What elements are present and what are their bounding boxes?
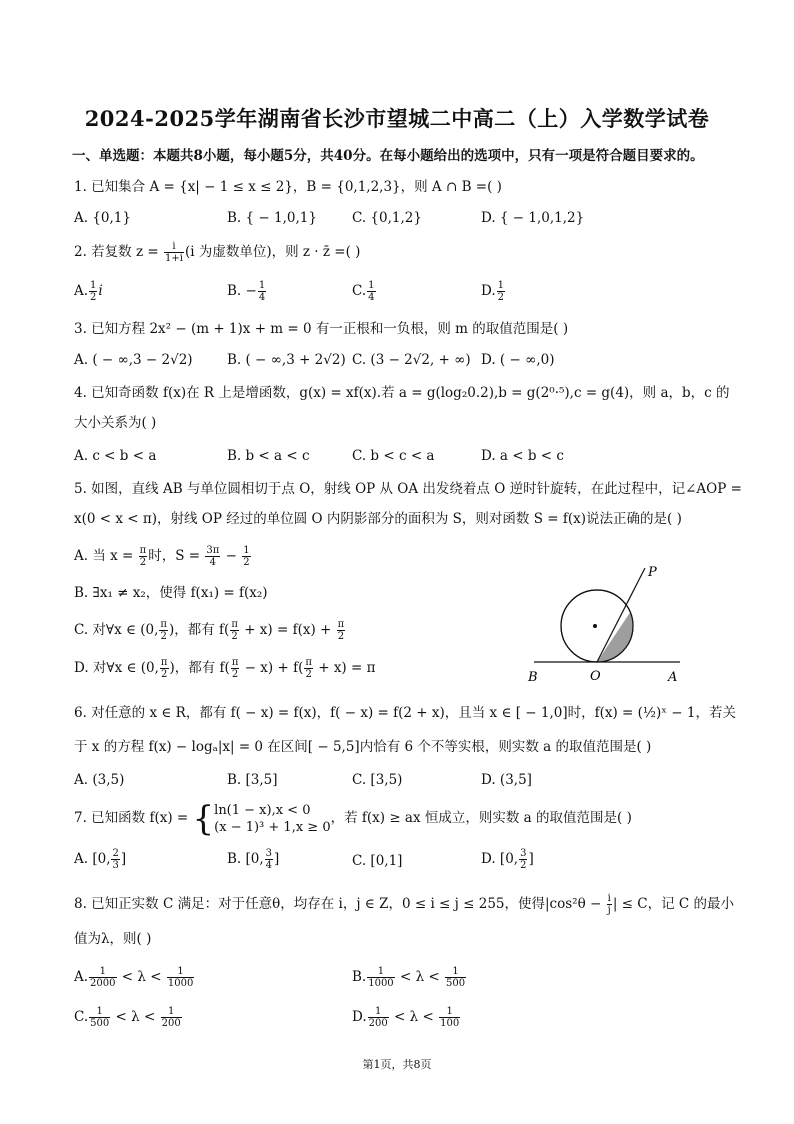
q7-a-frac [111, 848, 119, 871]
q5-d-frac1-num: π [160, 657, 168, 668]
q7-b-den: 4 [265, 860, 273, 871]
q5-a-frac1 [139, 545, 148, 568]
question-8-stem [74, 893, 734, 916]
q2-a-den: 2 [90, 292, 97, 303]
q6-option-b: B. [3,5] [227, 772, 278, 788]
q3-option-a: A. ( − ∞,3 − 2√2) [74, 352, 193, 368]
q8-a-frac2 [167, 966, 194, 989]
q5-a-frac3-num: 1 [243, 545, 250, 556]
q5-circle-diagram [520, 560, 700, 690]
q2-stem-pre: 2. 若复数 z = [74, 244, 163, 260]
q2-b-label: B. − [227, 283, 257, 299]
q2-fraction [164, 241, 184, 264]
q7-cases [214, 802, 330, 836]
q5-a-post: − [221, 548, 242, 564]
q5-option-b: B. ∃x₁ ≠ x₂，使得 f(x₁) = f(x₂) [74, 585, 268, 601]
q5-d-frac3 [304, 657, 313, 680]
q8-a-frac1 [89, 966, 116, 989]
q8-d-num2: 1 [439, 1006, 460, 1018]
q8-b-label: B. [352, 969, 367, 985]
q3-option-d: D. ( − ∞,0) [481, 352, 555, 368]
q2-a-suffix: i [98, 283, 103, 299]
q8-a-den2: 1000 [167, 978, 194, 989]
q8-b-num2: 1 [445, 966, 466, 978]
q2-d-frac [497, 280, 505, 303]
q2-c-num: 1 [368, 280, 375, 291]
q5-option-d [74, 657, 375, 680]
q5-d-frac3-num: π [305, 657, 312, 668]
q7-brace-icon: { [192, 798, 215, 839]
q8-c-den2: 200 [161, 1018, 181, 1029]
q8-c-frac2 [161, 1006, 182, 1029]
q5-d-mid2: − x) + f( [240, 660, 304, 676]
q5-a-frac3 [242, 545, 250, 568]
q5-c-frac2-num: π [231, 619, 238, 630]
q8-b-num1: 1 [367, 966, 394, 978]
q5-c-frac3-num: π [337, 619, 345, 630]
q8-d-frac1 [368, 1006, 389, 1029]
q8-d-mid: < λ < [389, 1009, 439, 1025]
q5-d-frac1-den: 2 [161, 669, 168, 680]
question-1-stem: 1. 已知集合 A = {x| − 1 ≤ x ≤ 2}，B = {0,1,2,3}，则 A ∩ B =( ) [74, 179, 502, 195]
q8-a-num1: 1 [89, 966, 116, 978]
q8-b-den1: 1000 [368, 978, 394, 989]
q7-b-frac [265, 848, 273, 871]
question-4-stem: 4. 已知奇函数 f(x)在 R 上是增函数，g(x) = xf(x).若 a = g(log₂0.2),b = g(2⁰·⁵),c = g(4)，则 a，b，c 的 [74, 385, 730, 401]
q2-d-label: D. [481, 283, 496, 299]
q8-c-num2: 1 [161, 1006, 182, 1018]
q8-c-frac1 [89, 1006, 110, 1029]
q6-option-a: A. (3,5) [74, 772, 125, 788]
q5-c-mid: )，都有 f( [169, 622, 230, 638]
label-b: B [528, 670, 538, 685]
q8-a-den1: 2000 [90, 978, 116, 989]
q7-option-c: C. [0,1] [352, 853, 403, 869]
q8-c-label: C. [74, 1009, 89, 1025]
q2-option-a [74, 280, 103, 303]
q2-a-frac [89, 280, 97, 303]
q8-a-label: A. [74, 969, 89, 985]
q8-option-a [74, 966, 195, 989]
q5-c-frac2-den: 2 [231, 631, 238, 642]
q8-a-mid: < λ < [117, 969, 166, 985]
q8-d-den2: 100 [440, 1018, 460, 1029]
q8-b-mid: < λ < [395, 969, 445, 985]
question-5-stem-cont: x(0 < x < π)，射线 OP 经过的单位圆 O 内阴影部分的面积为 S，则对函数 S = f(x)说法正确的是( ) [74, 511, 682, 527]
page-title: 2024-2025学年湖南省长沙市望城二中高二（上）入学数学试卷 [84, 106, 710, 131]
q8-b-frac2 [445, 966, 466, 989]
q2-frac-num: i [164, 241, 184, 253]
q4-option-b: B. b < a < c [227, 448, 310, 464]
q8-stem-pre: 8. 已知正实数 C 满足：对于任意θ，均存在 i，j ∈ Z，0 ≤ i ≤ j ≤ 255，使得|cos²θ − [74, 896, 606, 912]
q5-a-frac3-den: 2 [243, 557, 250, 568]
q4-option-c: C. b < c < a [352, 448, 435, 464]
q8-frac-den: j [607, 905, 611, 916]
question-2-stem [74, 241, 360, 264]
q2-d-den: 2 [497, 292, 505, 303]
q5-option-a [74, 545, 252, 568]
question-7-stem [74, 798, 632, 839]
q2-b-num: 1 [258, 280, 266, 291]
q7-option-b: B. [0, $\frac{3}{4}$ ] [227, 848, 280, 871]
q5-d-pre: D. 对∀x ∈ (0, [74, 660, 159, 676]
q7-d-frac [519, 848, 527, 871]
q5-d-mid3: + x) = π [313, 660, 376, 676]
q5-d-frac3-den: 2 [305, 669, 312, 680]
q4-option-a: A. c < b < a [74, 448, 157, 464]
q8-d-label: D. [352, 1009, 367, 1025]
q8-a-num2: 1 [167, 966, 194, 978]
q8-option-b [352, 966, 467, 989]
q8-stem-post: | ≤ C，记 C 的最小 [612, 896, 734, 912]
q5-d-frac2-num: π [231, 657, 239, 668]
label-a: A [668, 670, 678, 685]
q5-d-frac2-den: 2 [231, 669, 239, 680]
q5-c-frac3 [337, 619, 346, 642]
q8-option-c [74, 1006, 183, 1029]
q5-d-frac2 [231, 657, 240, 680]
q2-option-d [481, 280, 506, 303]
question-5-stem: 5. 如图，直线 AB 与单位圆相切于点 O，射线 OP 从 OA 出发绕着点 O 逆时针旋转，在此过程中，记∠AOP = [74, 481, 742, 497]
q5-a-frac2-den: 4 [209, 557, 217, 568]
question-6-stem-cont: 于 x 的方程 f(x) − logₐ|x| = 0 在区间[ − 5,5]内恰有 6 个不等实根，则实数 a 的取值范围是( ) [74, 739, 652, 755]
center-dot [593, 624, 597, 628]
q7-case-1: ln(1 − x),x < 0 [214, 802, 311, 818]
q8-d-num1: 1 [368, 1006, 389, 1018]
q7-d-pre: D. [0, [481, 851, 519, 867]
q7-stem-post: ，若 f(x) ≥ ax 恒成立，则实数 a 的取值范围是( ) [330, 810, 632, 826]
q5-c-pre: C. 对∀x ∈ (0, [74, 622, 159, 638]
q2-option-c [352, 280, 377, 303]
q3-option-c: C. (3 − 2√2, + ∞) [352, 352, 471, 368]
q5-c-frac3-den: 2 [337, 631, 345, 642]
q7-case-2: (x − 1)³ + 1,x ≥ 0 [214, 819, 331, 835]
q7-stem-pre: 7. 已知函数 f(x) = [74, 810, 193, 826]
q1-option-a: A. {0,1} [74, 210, 131, 226]
q7-b-num: 3 [265, 848, 273, 859]
label-p: P [648, 565, 657, 580]
q2-option-b [227, 280, 267, 303]
q1-option-b: B. { − 1,0,1} [227, 210, 317, 226]
q5-a-frac1-num: π [139, 545, 147, 556]
q2-b-den: 4 [258, 292, 266, 303]
q3-option-b: B. ( − ∞,3 + 2√2) [227, 352, 346, 368]
q8-b-den2: 500 [446, 978, 466, 989]
q2-stem-post: (i 为虚数单位)，则 z · z̄ =( ) [184, 244, 361, 260]
q8-frac [607, 893, 612, 916]
q5-a-frac2-num: 3π [206, 545, 220, 556]
q8-option-d [352, 1006, 461, 1029]
q8-c-num1: 1 [89, 1006, 110, 1018]
q5-a-frac1-den: 2 [139, 557, 147, 568]
q2-c-label: C. [352, 283, 367, 299]
q8-d-frac2 [439, 1006, 460, 1029]
q6-option-d: D. (3,5] [481, 772, 532, 788]
q5-a-mid: 时，S = [148, 548, 205, 564]
question-6-stem: 6. 对任意的 x ∈ R，都有 f( − x) = f(x)，f( − x) = f(2 + x)，且当 x ∈ [ − 1,0]时，f(x) = (½)ˣ − 1，若关 [74, 705, 736, 721]
q5-c-frac1-den: 2 [160, 631, 167, 642]
q8-frac-num: i [607, 893, 611, 904]
section-header: 一、单选题：本题共8小题，每小题5分，共40分。在每小题给出的选项中，只有一项是符合题目要求的。 [72, 148, 704, 164]
q7-option-a: A. [0, $\frac{2}{3}$ ] [74, 848, 127, 871]
page-footer: 第1页，共8页 [362, 1058, 432, 1071]
q7-a-num: 2 [112, 848, 119, 859]
label-o: O [590, 669, 601, 684]
q7-d-num: 3 [520, 848, 527, 859]
q5-c-frac1 [159, 619, 168, 642]
q5-a-pre: A. 当 x = [74, 548, 138, 564]
q1-option-d: D. { − 1,0,1,2} [481, 210, 585, 226]
q4-option-d: D. a < b < c [481, 448, 564, 464]
q8-c-mid: < λ < [111, 1009, 160, 1025]
q5-d-mid: )，都有 f( [169, 660, 230, 676]
question-3-stem: 3. 已知方程 2x² − (m + 1)x + m = 0 有一正根和一负根，则 m 的取值范围是( ) [74, 321, 569, 337]
q8-b-frac1 [367, 966, 394, 989]
q2-d-num: 1 [497, 280, 505, 291]
q8-c-den1: 500 [90, 1018, 110, 1029]
q5-d-frac1 [160, 657, 169, 680]
q5-option-c [74, 619, 346, 642]
q2-a-num: 1 [90, 280, 97, 291]
q7-d-den: 2 [520, 860, 527, 871]
q2-frac-den: 1+i [164, 253, 183, 264]
q5-c-frac1-num: π [160, 619, 167, 630]
question-4-stem-cont: 大小关系为( ) [74, 415, 157, 431]
q5-c-frac2 [230, 619, 239, 642]
q6-option-c: C. [3,5) [352, 772, 403, 788]
q1-option-c: C. {0,1,2} [352, 210, 422, 226]
q7-option-d: D. [0, $\frac{3}{2}$ ] [481, 848, 534, 871]
q5-a-frac2 [205, 545, 220, 568]
q2-c-frac [367, 280, 375, 303]
q7-a-pre: A. [0, [74, 851, 111, 867]
q8-d-den1: 200 [368, 1018, 388, 1029]
q2-a-label: A. [74, 283, 89, 299]
q2-b-frac [258, 280, 266, 303]
q7-b-pre: B. [0, [227, 851, 264, 867]
q5-c-mid2: + x) = f(x) + [239, 622, 336, 638]
question-8-stem-cont: 值为λ，则( ) [74, 931, 152, 947]
q2-c-den: 4 [368, 292, 375, 303]
q7-a-den: 3 [112, 860, 119, 871]
